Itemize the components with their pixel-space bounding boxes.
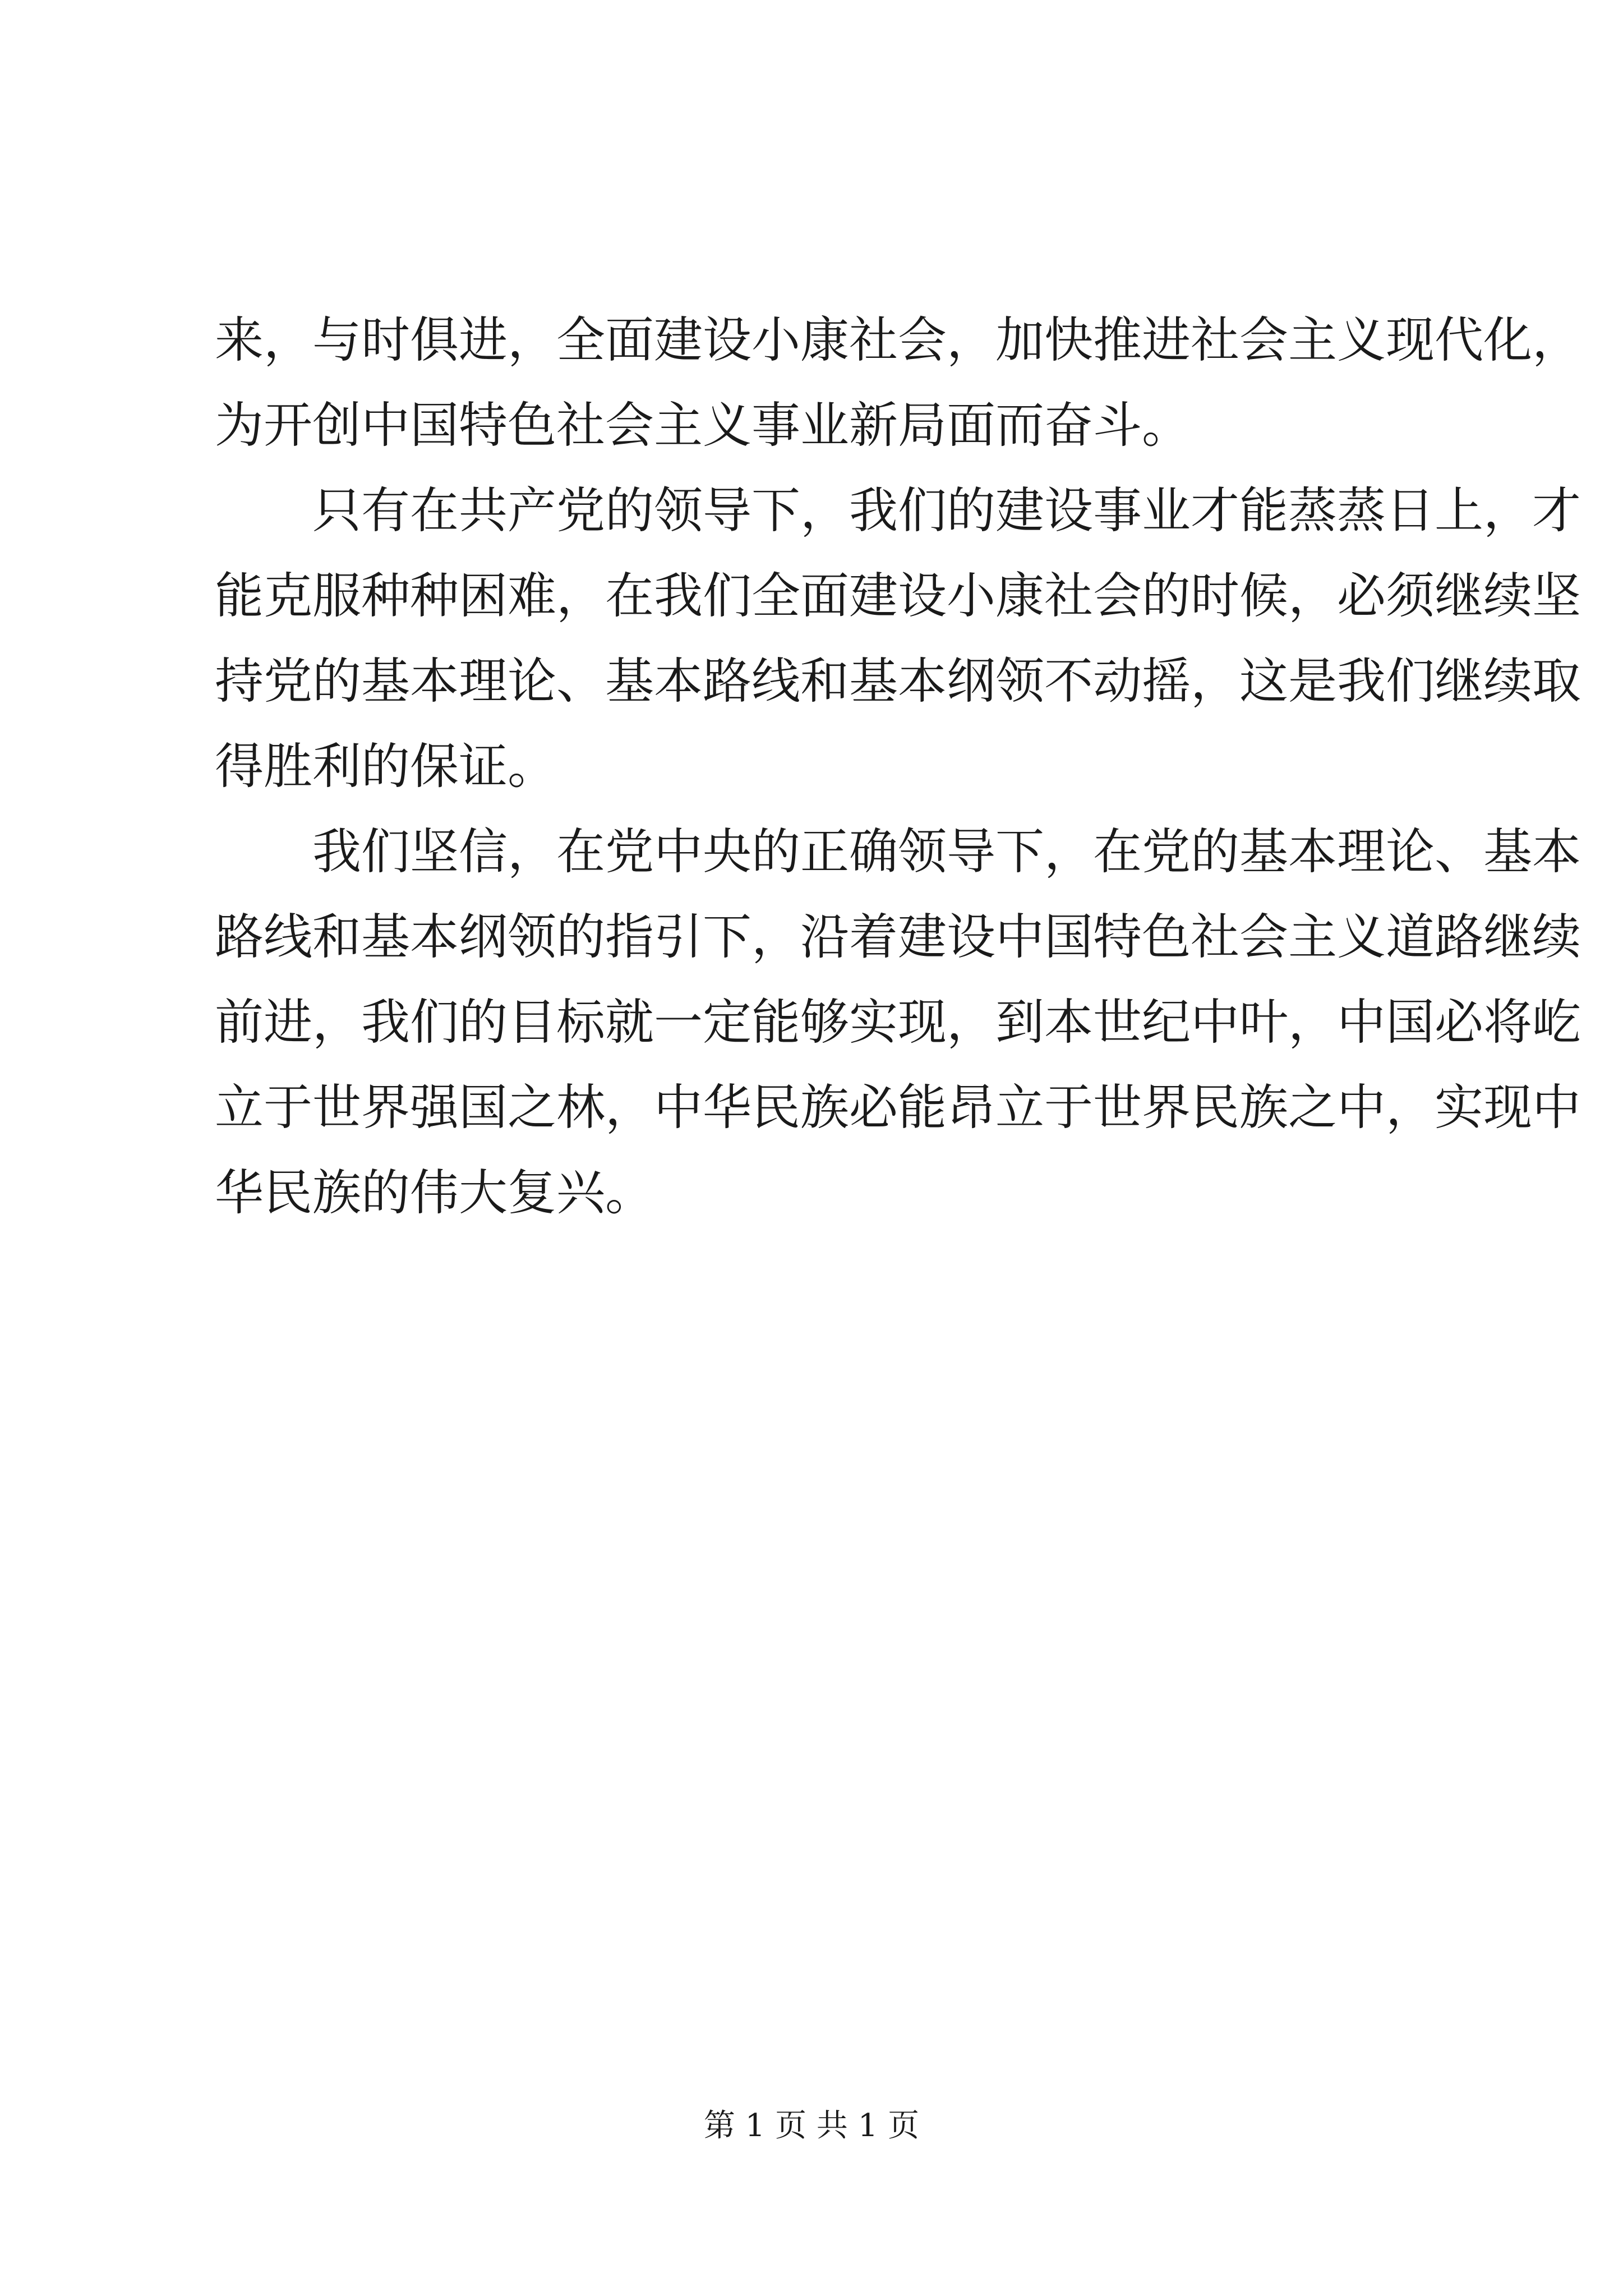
page-footer: 第 1 页 共 1 页 <box>703 2108 920 2144</box>
paragraph-2-line-1: 只有在共产党的领导下，我们的建设事业才能蒸蒸日上，才 <box>312 482 1581 539</box>
paragraph-3-line-4: 立于世界强国之林，中华民族必能昂立于世界民族之中，实现中 <box>215 1079 1581 1136</box>
paragraph-2-line-2: 能克服种种困难，在我们全面建设小康社会的时候，必须继续坚 <box>215 567 1581 624</box>
paragraph-3-line-1: 我们坚信，在党中央的正确领导下，在党的基本理论、基本 <box>312 823 1581 880</box>
paragraph-3-line-5: 华民族的伟大复兴。 <box>215 1164 654 1221</box>
paragraph-1-line-1: 来，与时俱进，全面建设小康社会，加快推进社会主义现代化， <box>215 311 1581 369</box>
paragraph-2-line-3: 持党的基本理论、基本路线和基本纲领不动摇，这是我们继续取 <box>215 652 1581 710</box>
paragraph-3-line-2: 路线和基本纲领的指引下，沿着建设中国特色社会主义道路继续 <box>215 908 1581 965</box>
paragraph-2-line-4: 得胜利的保证。 <box>215 738 556 795</box>
paragraph-3-line-3: 前进，我们的目标就一定能够实现，到本世纪中叶，中国必将屹 <box>215 993 1581 1051</box>
document-body <box>215 297 1581 1235</box>
paragraph-1-line-2: 为开创中国特色社会主义事业新局面而奋斗。 <box>215 397 1191 454</box>
